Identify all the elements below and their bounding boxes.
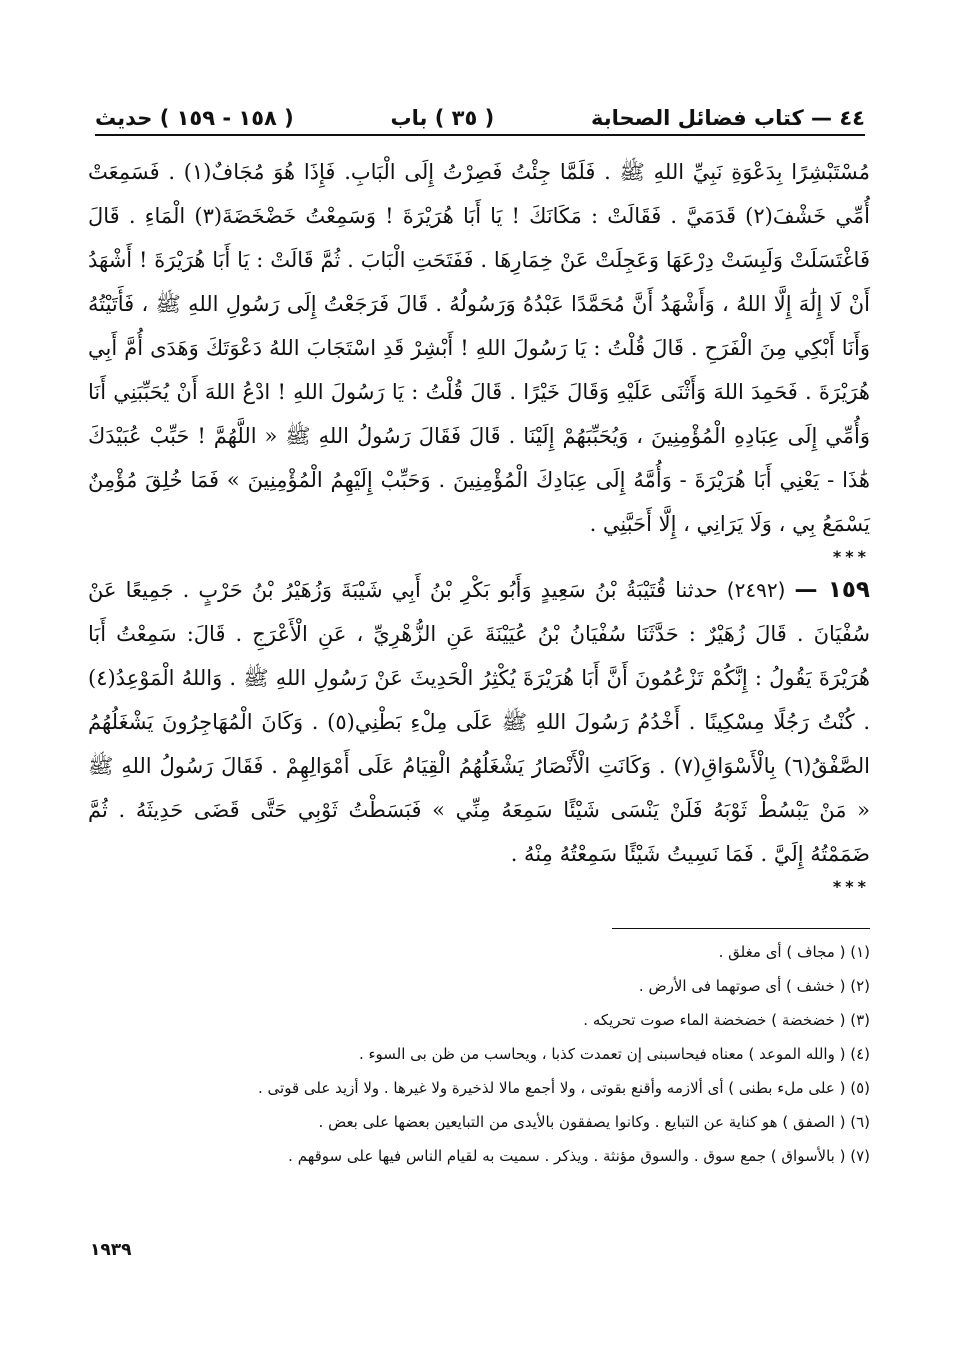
footnote-item: (٦) ( الصفق ) هو كناية عن التبايع . وكانوا يصفقون بالأيدى من التبايعين بعضها على بعض . <box>318 1113 870 1131</box>
page-number: ١٩٣٩ <box>90 1240 132 1260</box>
footnote-item: (١) ( مجاف ) أى مغلق . <box>718 943 870 961</box>
hadith-continuation-paragraph: مُسْتَبْشِرًا بِدَعْوَةِ نَبِيِّ اللهِ ﷺ . فَلَمَّا جِئْتُ فَصِرْتُ إِلَى الْبَابِ. فَإِذَا هُوَ مُجَافٌ(١) . فَسَمِعَتْ أُمِّي خَشْفَ(٢) قَدَمَيَّ . فَقَالَتْ : مَكَانَكَ ! يَا أَبَا هُرَيْرَةَ ! وَسَمِعْتُ خَضْخَضَةَ(٣) الْمَاءِ . قَالَ فَاغْتَسَلَتْ وَلَبِسَتْ دِرْعَهَا وَعَجِلَتْ عَنْ خِمَارِهَا . فَفَتَحَتِ الْبَابَ . ثُمَّ قَالَتْ : يَا أَبَا هُرَيْرَةَ ! أَشْهَدُ أَنْ لَا إِلَٰهَ إِلَّا اللهُ ، وَأَشْهَدُ أَنَّ مُحَمَّدًا عَبْدُهُ وَرَسُولُهُ . قَالَ فَرَجَعْتُ إِلَى رَسُولِ اللهِ ﷺ ، فَأَتَيْتُهُ وَأَنَا أَبْكِي مِنَ الْفَرَحِ . قَالَ قُلْتُ : يَا رَسُولَ اللهِ ! أَبْشِرْ قَدِ اسْتَجَابَ اللهُ دَعْوَتَكَ وَهَدَى أُمَّ أَبِي هُرَيْرَةَ . فَحَمِدَ اللهَ وَأَثْنَى عَلَيْهِ وَقَالَ خَيْرًا . قَالَ قُلْتُ : يَا رَسُولَ اللهِ ! ادْعُ اللهَ أَنْ يُحَبِّبَنِي أَنَا وَأُمِّي إِلَى عِبَادِهِ الْمُؤْمِنِينَ ، وَيُحَبِّبَهُمْ إِلَيْنَا . قَالَ فَقَالَ رَسُولُ اللهِ ﷺ « اللَّهُمَّ ! حَبِّبْ عُبَيْدَكَ هَٰذَا - يَعْنِي أَبَا هُرَيْرَةَ - وَأُمَّهُ إِلَى عِبَادِكَ الْمُؤْمِنِينَ . وَحَبِّبْ إِلَيْهِمُ الْمُؤْمِنِينَ » فَمَا خُلِقَ مُؤْمِنٌ يَسْمَعُ بِي ، وَلَا يَرَانِي ، إِلَّا أَحَبَّنِي . <box>88 160 871 536</box>
hadith-159-paragraph <box>88 568 870 876</box>
header-bab-number: ( ٣٥ ) باب <box>390 106 495 130</box>
hadith-number: ١٥٩ — <box>794 577 870 603</box>
section-separator: *** <box>832 547 870 566</box>
section-separator-end: *** <box>832 877 870 896</box>
running-header <box>95 96 865 136</box>
footnote-item: (٥) ( على ملء بطنى ) أى ألازمه وأقنع بقوتى ، ولا أجمع مالا لذخيرة ولا غيرها . ولا أزيد على قوتى . <box>258 1079 870 1097</box>
footnote-item: (٣) ( خضخضة ) خضخضة الماء صوت تحريكه . <box>583 1011 870 1029</box>
footnote-divider <box>612 928 870 929</box>
header-chapter-title: ٤٤ — كتاب فضائل الصحابة <box>590 106 865 130</box>
hadith-text: حدثنا قُتَيْبَةُ بْنُ سَعِيدٍ وَأَبُو بَكْرِ بْنُ أَبِي شَيْبَةَ وَزُهَيْرُ بْنُ حَرْبٍ . جَمِيعًا عَنْ سُفْيَانَ . قَالَ زُهَيْرٌ : حَدَّثَنَا سُفْيَانُ بْنُ عُيَيْنَةَ عَنِ الزُّهْرِيِّ ، عَنِ الْأَعْرَجِ . قَالَ: سَمِعْتُ أَبَا هُرَيْرَةَ يَقُولُ : إِنَّكُمْ تَزْعُمُونَ أَنَّ أَبَا هُرَيْرَةَ يُكْثِرُ الْحَدِيثَ عَنْ رَسُولِ اللهِ ﷺ . وَاللهُ الْمَوْعِدُ(٤) . كُنْتُ رَجُلًا مِسْكِينًا . أَخْدُمُ رَسُولَ اللهِ ﷺ عَلَى مِلْءِ بَطْنِي(٥) . وَكَانَ الْمُهَاجِرُونَ يَشْغَلُهُمُ الصَّفْقُ(٦) بِالْأَسْوَاقِ(٧) . وَكَانَتِ الْأَنْصَارُ يَشْغَلُهُمُ الْقِيَامُ عَلَى أَمْوَالِهِمْ . فَقَالَ رَسُولُ اللهِ ﷺ « مَنْ يَبْسُطْ ثَوْبَهُ فَلَنْ يَنْسَى شَيْئًا سَمِعَهُ مِنِّي » فَبَسَطْتُ ثَوْبِي حَتَّى قَضَى حَدِيثَهُ . ثُمَّ ضَمَمْتُهُ إِلَيَّ . فَمَا نَسِيتُ شَيْئًا سَمِعْتُهُ مِنْهُ . <box>88 578 871 866</box>
header-hadith-range: ( ١٥٨ - ١٥٩ ) حديث <box>95 106 294 130</box>
hadith-reference: (٢٤٩٢) <box>726 578 786 602</box>
footnote-item: (٧) ( بالأسواق ) جمع سوق . والسوق مؤنثة . ويذكر . سميت به لقيام الناس فيها على سوقهم . <box>288 1147 870 1165</box>
footnote-item: (٤) ( والله الموعد ) معناه فيحاسبنى إن تعمدت كذبا ، ويحاسب من ظن بى السوء . <box>358 1045 870 1063</box>
footnotes-list <box>150 935 870 1173</box>
main-text <box>88 150 870 898</box>
footnote-item: (٢) ( خشف ) أى صوتهما فى الأرض . <box>638 977 870 995</box>
